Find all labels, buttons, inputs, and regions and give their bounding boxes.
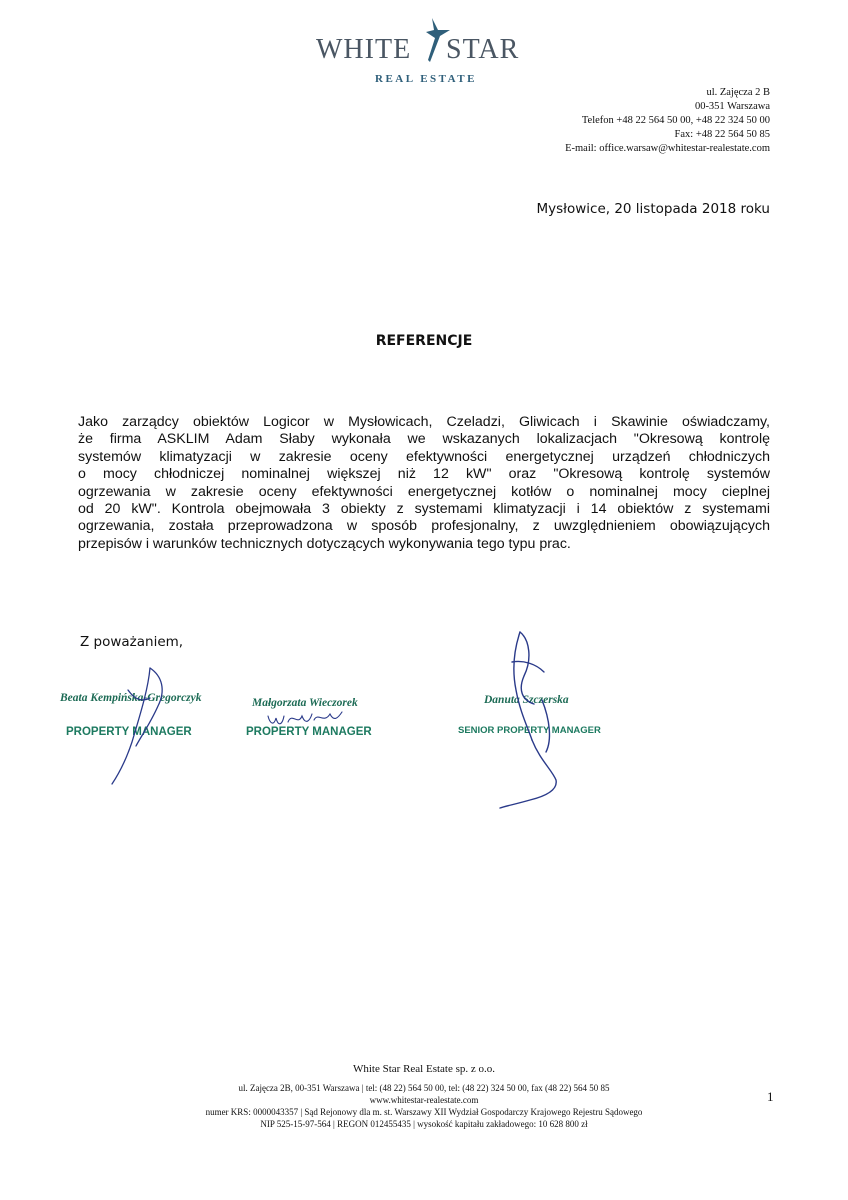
signature-2 [268, 712, 342, 724]
footer-nip-regon: NIP 525-15-97-564 | REGON 012455435 | wysokość kapitału zakładowego: 10 628 800 zł [260, 1119, 588, 1129]
body-line: o mocy chłodniczej nominalnej większej niż 12 kW" oraz "Okresową kontrolę systemów [78, 466, 770, 483]
logo-word-star: STAR [446, 34, 520, 65]
footer-address: ul. Zajęcza 2B, 00-351 Warszawa | tel: (48 22) 564 50 00, tel: (48 22) 324 50 00, fax (48 22) 564 50 85 [238, 1083, 610, 1093]
logo-word-white: WHITE [316, 34, 412, 65]
footer-company: White Star Real Estate sp. z o.o. [352, 1063, 496, 1075]
stamp-role-2: PROPERTY MANAGER [246, 726, 372, 738]
body-line: ogrzewania w zakresie oceny efektywności energetycznej kotłów o nominalnej mocy cieplnej [78, 483, 770, 500]
body-line: systemów klimatyzacji w zakresie oceny efektywności energetycznej urządzeń chłodniczych [78, 448, 770, 465]
stamp-role-3: SENIOR PROPERTY MANAGER [458, 725, 601, 736]
stamp-role-1: PROPERTY MANAGER [66, 726, 192, 738]
body-line: Jako zarządcy obiektów Logicor w Mysłowicach, Czeladzi, Gliwicach i Skawinie oświadczamy, [78, 414, 770, 430]
address-fax: Fax: +48 22 564 50 85 [674, 129, 770, 140]
address-email: E-mail: office.warsaw@whitestar-realestate.com [565, 143, 770, 154]
letter-title: REFERENCJE [375, 333, 473, 349]
body-line: od 20 kW". Kontrola obejmowała 3 obiekty z systemami klimatyzacji i 14 obiektów z systemami [78, 501, 770, 518]
signature-3 [500, 632, 556, 808]
closing-salutation: Z poważaniem, [80, 634, 184, 650]
logo-subtitle: REAL ESTATE [375, 73, 477, 85]
page-number: 1 [767, 1089, 774, 1104]
stamp-name-2: Małgorzata Wieczorek [252, 697, 358, 709]
footer-krs: numer KRS: 0000043357 | Sąd Rejonowy dla m. st. Warszawy XII Wydział Gospodarczy Krajowego Rejestru Sądowego [205, 1107, 643, 1117]
address-street: ul. Zajęcza 2 B [706, 87, 770, 98]
address-city: 00-351 Warszawa [694, 101, 770, 112]
address-phone: Telefon +48 22 564 50 00, +48 22 324 50 00 [581, 115, 770, 126]
footer-website: www.whitestar-realestate.com [369, 1095, 479, 1105]
body-line: że firma ASKLIM Adam Słaby wykonała we wskazanych lokalizacjach "Okresową kontrolę [78, 431, 770, 448]
body-line: ogrzewania, została przeprowadzona w sposób profesjonalny, z uwzględnieniem obowiązujących [78, 518, 770, 535]
stamp-name-3: Danuta Szczerska [484, 694, 569, 706]
letter-date: Mysłowice, 20 listopada 2018 roku [536, 201, 770, 217]
stamp-name-1: Beata Kempińska-Gregorczyk [60, 692, 202, 704]
signature-1 [112, 668, 162, 784]
body-line: przepisów i warunków technicznych dotyczących wykonywania tego typu prac. [78, 535, 571, 552]
